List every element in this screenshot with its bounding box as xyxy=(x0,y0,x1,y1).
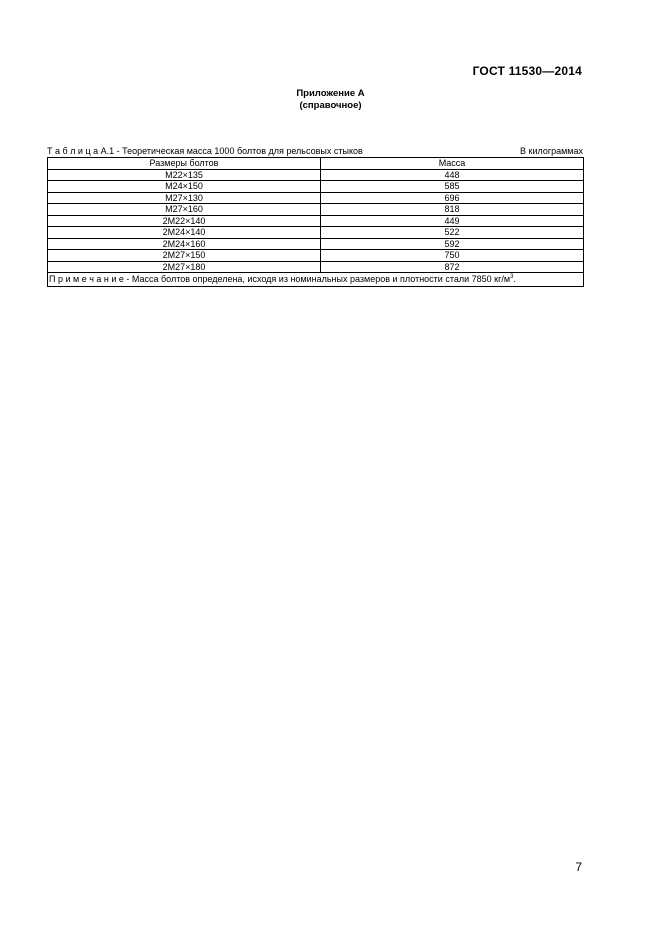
bolt-size-cell: 2М22×140 xyxy=(48,215,321,227)
table-row xyxy=(48,181,584,193)
table-note-row xyxy=(48,273,584,287)
column-header-mass: Масса xyxy=(321,158,584,170)
mass-cell: 448 xyxy=(321,169,584,181)
bolt-size-cell: 2М24×140 xyxy=(48,227,321,239)
table-note-text: - Масса болтов определена, исходя из номинальных размеров и плотности стали 7850 кг/м xyxy=(126,274,511,284)
bolt-mass-table xyxy=(47,157,584,287)
table-row xyxy=(48,169,584,181)
bolt-size-cell: 2М27×150 xyxy=(48,250,321,262)
bolt-size-cell: М24×150 xyxy=(48,181,321,193)
appendix-heading xyxy=(0,88,661,112)
mass-cell: 872 xyxy=(321,261,584,273)
mass-cell: 592 xyxy=(321,238,584,250)
table-caption-label: Т а б л и ц а xyxy=(47,146,99,156)
table-row xyxy=(48,227,584,239)
bolt-size-cell: М27×160 xyxy=(48,204,321,216)
mass-cell: 522 xyxy=(321,227,584,239)
table-row xyxy=(48,250,584,262)
appendix-subtitle: (справочное) xyxy=(299,100,362,111)
table-caption-row xyxy=(47,145,583,157)
mass-cell: 449 xyxy=(321,215,584,227)
page-number: 7 xyxy=(575,860,582,874)
table-row xyxy=(48,215,584,227)
column-header-bolt-size: Размеры болтов xyxy=(48,158,321,170)
table-note-end: . xyxy=(513,274,516,284)
table-row xyxy=(48,238,584,250)
mass-cell: 750 xyxy=(321,250,584,262)
table-caption xyxy=(47,145,363,157)
table-caption-text: - Теоретическая масса 1000 болтов для рельсовых стыков xyxy=(116,146,363,156)
document-code: ГОСТ 11530—2014 xyxy=(472,64,582,78)
bolt-size-cell: 2М24×160 xyxy=(48,238,321,250)
table-header-row xyxy=(48,158,584,170)
bolt-size-cell: 2М27×180 xyxy=(48,261,321,273)
table-note-superscript: 3 xyxy=(510,274,514,280)
table-row xyxy=(48,204,584,216)
table-row xyxy=(48,261,584,273)
mass-cell: 696 xyxy=(321,192,584,204)
appendix-title: Приложение А xyxy=(296,88,365,99)
bolt-size-cell: М27×130 xyxy=(48,192,321,204)
table-row xyxy=(48,192,584,204)
table-note-label: П р и м е ч а н и е xyxy=(49,274,124,284)
table-caption-number: А.1 xyxy=(100,146,115,156)
table-unit-note: В килограммах xyxy=(520,146,583,156)
mass-cell: 585 xyxy=(321,181,584,193)
bolt-size-cell: М22×135 xyxy=(48,169,321,181)
mass-cell: 818 xyxy=(321,204,584,216)
table-note xyxy=(48,273,584,287)
